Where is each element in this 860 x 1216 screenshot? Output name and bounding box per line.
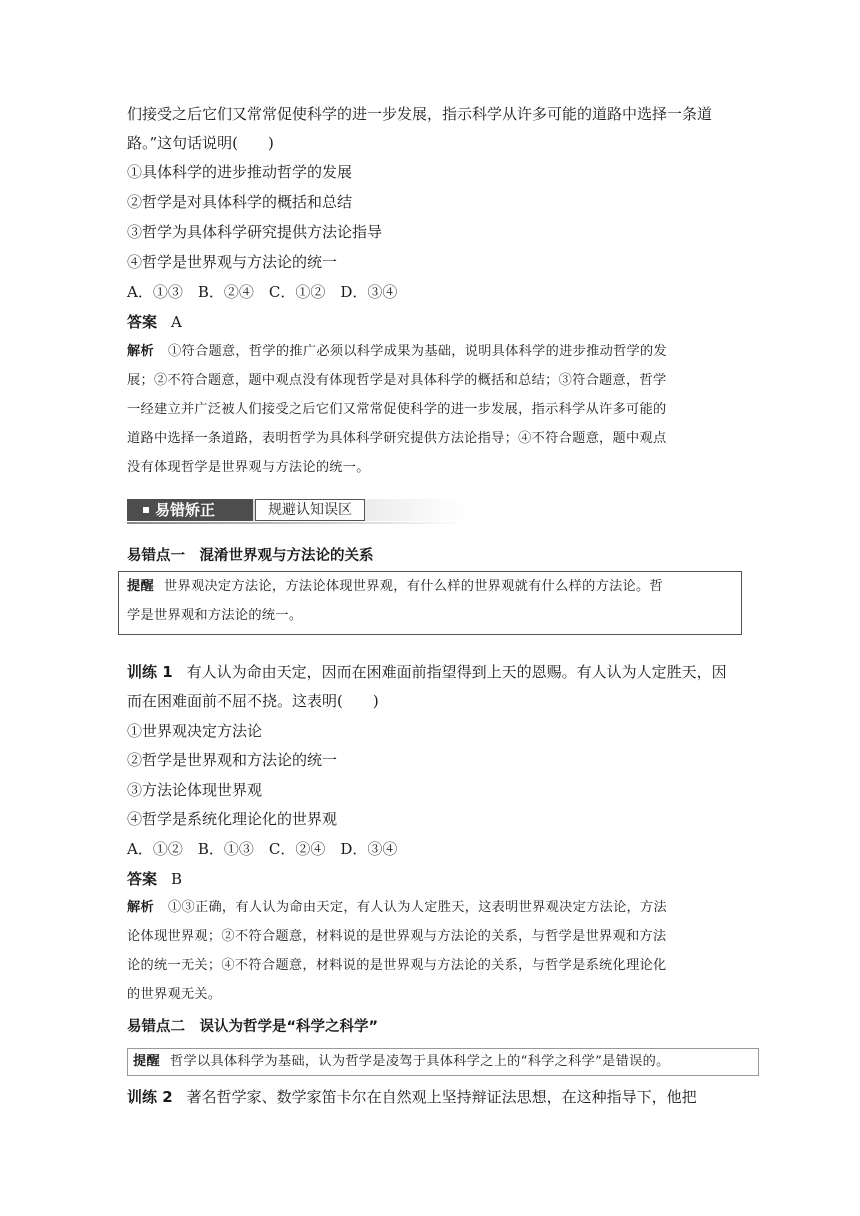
option-1: ①世界观决定方法论 [127, 722, 263, 740]
tip-text: 哲学以具体科学为基础，认为哲学是凌驾于具体科学之上的“科学之科学”是错误的。 [169, 1054, 670, 1069]
analysis-line [127, 898, 667, 918]
analysis-label: 解析 [127, 900, 154, 915]
analysis-text: 论体现世界观；②不符合题意，材料说的是世界观与方法论的关系，与哲学是世界观和方法 [127, 929, 667, 944]
option-3: ③哲学为具体科学研究提供方法论指导 [127, 223, 383, 241]
training-text: 著名哲学家、数学家笛卡尔在自然观上坚持辩证法思想，在这种指导下，他把 [186, 1088, 697, 1106]
option-2: ②哲学是世界观和方法论的统一 [127, 751, 338, 769]
analysis-label: 解析 [127, 344, 154, 359]
answer-line [127, 869, 182, 889]
analysis-text: ①③正确，有人认为命由天定，有人认为人定胜天，这表明世界观决定方法论，方法 [167, 900, 668, 915]
error-point-heading: 易错点一 混淆世界观与方法论的关系 [127, 548, 374, 564]
training-text: 有人认为命由天定，因而在困难面前指望得到上天的恩赐。有人认为人定胜天，因 [186, 663, 727, 681]
tip-label: 提醒 [127, 579, 154, 594]
square-icon [143, 507, 149, 513]
tip-label: 提醒 [133, 1054, 160, 1069]
analysis-text: 道路中选择一条道路，表明哲学为具体科学研究提供方法论指导；④不符合题意，题中观点 [127, 431, 667, 446]
analysis-text: 展；②不符合题意，题中观点没有体现哲学是对具体科学的概括和总结；③符合题意，哲学 [127, 373, 667, 388]
option-3: ③方法论体现世界观 [127, 781, 263, 799]
tip-text: 学是世界观和方法论的统一。 [127, 608, 303, 623]
tip-line [133, 1052, 670, 1072]
analysis-text: ①符合题意，哲学的推广必须以科学成果为基础，说明具体科学的进步推动哲学的发 [167, 344, 668, 359]
question-text-line: 们接受之后它们又常常促使科学的进一步发展，指示科学从许多可能的道路中选择一条道 [127, 105, 713, 123]
training-label: 训练 1 [127, 663, 173, 681]
tip-text: 世界观决定方法论，方法论体现世界观，有什么样的世界观就有什么样的方法论。哲 [163, 579, 664, 594]
error-point-heading: 易错点二 误认为哲学是“科学之科学” [127, 1019, 379, 1035]
banner-underline [127, 522, 467, 524]
answer-line [127, 312, 182, 332]
choices: A．①③ B．②④ C．①② D．③④ [127, 283, 398, 301]
training-label: 训练 2 [127, 1088, 173, 1106]
question-text-line: 路。”这句话说明( ) [127, 134, 274, 152]
analysis-text: 一经建立并广泛被人们接受之后它们又常常促使科学的进一步发展，指示科学从许多可能的 [127, 402, 667, 417]
answer-label: 答案 [127, 313, 158, 331]
banner-tag: 规避认知误区 [255, 499, 365, 521]
analysis-line [127, 342, 667, 362]
analysis-text: 没有体现哲学是世界观与方法论的统一。 [127, 460, 370, 475]
banner-title-block [127, 499, 253, 521]
tip-line [127, 577, 663, 597]
answer-value: B [171, 870, 183, 888]
answer-value: A [171, 313, 182, 331]
banner-title: 易错矫正 [155, 501, 216, 519]
analysis-text: 的世界观无关。 [127, 987, 222, 1002]
option-4: ④哲学是世界观与方法论的统一 [127, 253, 338, 271]
analysis-text: 论的统一无关；④不符合题意，材料说的是世界观与方法论的关系，与哲学是系统化理论化 [127, 958, 667, 973]
training-text: 而在困难面前不屈不挠。这表明( ) [127, 692, 379, 710]
choices: A．①② B．①③ C．②④ D．③④ [127, 840, 398, 858]
option-4: ④哲学是系统化理论化的世界观 [127, 810, 338, 828]
answer-label: 答案 [127, 870, 158, 888]
option-2: ②哲学是对具体科学的概括和总结 [127, 193, 353, 211]
option-1: ①具体科学的进步推动哲学的发展 [127, 163, 353, 181]
training-line [127, 1087, 697, 1107]
training-line [127, 662, 727, 682]
section-banner [127, 497, 467, 525]
